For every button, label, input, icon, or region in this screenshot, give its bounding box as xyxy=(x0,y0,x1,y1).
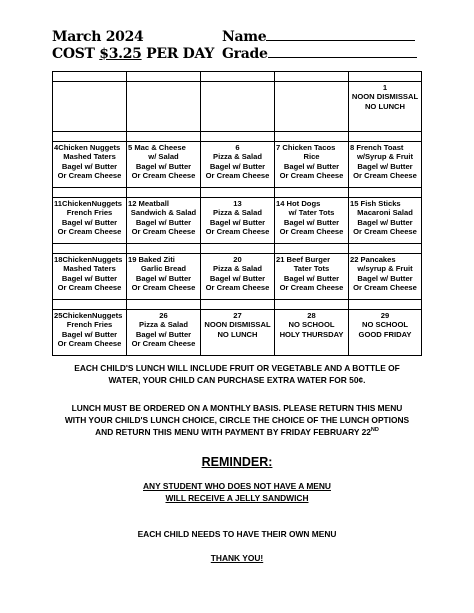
menu-line: Macaroni Salad xyxy=(357,208,413,218)
spacer-cell xyxy=(349,300,422,310)
menu-line: Bagel w/ Butter xyxy=(135,217,192,227)
spacer-cell xyxy=(53,300,127,310)
lunch-info xyxy=(40,362,434,386)
menu-line: Bagel w/ Butter xyxy=(209,217,266,227)
menu-line: Or Cream Cheese xyxy=(279,283,344,293)
day-heading: 27 xyxy=(233,311,242,320)
order-info-line1: LUNCH MUST BE ORDERED ON A MONTHLY BASIS. PLEASE RETURN THIS MENU xyxy=(71,403,403,413)
spacer-cell xyxy=(53,72,127,82)
lunch-info-line1: EACH CHILD'S LUNCH WILL INCLUDE FRUIT OR VEGETABLE AND A BOTTLE OF xyxy=(74,363,400,373)
cost-suffix: PER DAY xyxy=(141,46,215,62)
order-deadline-suffix: ND xyxy=(370,427,379,434)
day-cell[interactable] xyxy=(275,142,349,188)
spacer-cell xyxy=(275,132,349,142)
reminder-heading: REMINDER: xyxy=(201,455,273,469)
day-cell[interactable] xyxy=(127,310,201,356)
week-row xyxy=(53,310,422,356)
spacer-cell xyxy=(349,244,422,254)
spacer-cell xyxy=(127,188,201,198)
menu-line: Pizza & Salad xyxy=(139,320,188,330)
thank-you-text: THANK YOU! xyxy=(210,553,264,563)
menu-line: Or Cream Cheese xyxy=(131,283,196,293)
jelly-notice xyxy=(40,480,434,504)
spacer-row xyxy=(53,132,422,142)
day-heading: 12 Meatball xyxy=(128,199,169,208)
day-cell[interactable] xyxy=(349,198,422,244)
day-heading: 28 xyxy=(307,311,316,320)
menu-line: Bagel w/ Butter xyxy=(61,273,118,283)
menu-line: Or Cream Cheese xyxy=(279,227,344,237)
menu-line: Or Cream Cheese xyxy=(131,339,196,349)
spacer-cell xyxy=(349,132,422,142)
cost-line xyxy=(52,46,214,63)
menu-line: Bagel w/ Butter xyxy=(357,217,413,227)
menu-line: Or Cream Cheese xyxy=(205,283,270,293)
day-cell[interactable] xyxy=(127,254,201,300)
spacer-cell xyxy=(127,300,201,310)
menu-line: Bagel w/ Butter xyxy=(283,161,340,171)
day-cell[interactable] xyxy=(349,254,422,300)
menu-line: Or Cream Cheese xyxy=(57,283,122,293)
menu-line: Tater Tots xyxy=(293,264,330,274)
week-row xyxy=(53,198,422,244)
day-cell[interactable] xyxy=(201,254,275,300)
day-heading: 22 Pancakes xyxy=(350,255,396,264)
reminder-block xyxy=(40,455,434,470)
spacer-cell xyxy=(349,188,422,198)
day-cell[interactable] xyxy=(53,310,127,356)
day-cell[interactable] xyxy=(349,142,422,188)
cost-prefix: COST xyxy=(52,46,100,62)
menu-line: Or Cream Cheese xyxy=(205,171,270,181)
spacer-cell xyxy=(201,300,275,310)
spacer-row xyxy=(53,244,422,254)
menu-line: Pizza & Salad xyxy=(213,152,262,162)
day-cell[interactable] xyxy=(349,82,422,132)
day-cell[interactable] xyxy=(127,82,201,132)
spacer-cell xyxy=(201,72,275,82)
day-cell[interactable] xyxy=(275,310,349,356)
thanks-block xyxy=(40,552,434,564)
day-cell[interactable] xyxy=(201,82,275,132)
menu-line: NO SCHOOL xyxy=(288,320,335,330)
day-cell[interactable] xyxy=(53,82,127,132)
day-heading: 25ChickenNuggets xyxy=(54,311,123,320)
spacer-cell xyxy=(275,244,349,254)
spacer-cell xyxy=(53,132,127,142)
spacer-cell xyxy=(201,188,275,198)
day-cell[interactable] xyxy=(127,142,201,188)
grade-field[interactable] xyxy=(222,46,417,63)
menu-line: w/Syrup & Fruit xyxy=(356,152,414,162)
own-menu-notice xyxy=(40,528,434,540)
order-deadline: AND RETURN THIS MENU WITH PAYMENT BY FRIDAY FEBRUARY 22 xyxy=(95,427,371,437)
menu-line: French Fries xyxy=(66,208,113,218)
spacer-cell xyxy=(201,244,275,254)
calendar-body xyxy=(53,72,422,356)
menu-line: NOON DISMISSAL xyxy=(351,92,419,102)
day-cell[interactable] xyxy=(53,254,127,300)
menu-line: Bagel w/ Butter xyxy=(209,161,266,171)
menu-line: Or Cream Cheese xyxy=(353,283,417,293)
day-heading: 5 Mac & Cheese xyxy=(128,143,186,152)
week-row xyxy=(53,82,422,132)
spacer-row xyxy=(53,72,422,82)
menu-line: Or Cream Cheese xyxy=(131,171,196,181)
spacer-cell xyxy=(127,244,201,254)
own-menu-text: EACH CHILD NEEDS TO HAVE THEIR OWN MENU xyxy=(137,529,337,539)
grade-line[interactable] xyxy=(268,46,417,58)
day-cell[interactable] xyxy=(53,142,127,188)
day-heading: 14 Hot Dogs xyxy=(276,199,321,208)
day-heading: 15 Fish Sticks xyxy=(350,199,401,208)
menu-line: Garlic Bread xyxy=(140,264,187,274)
menu-line: Bagel w/ Butter xyxy=(135,329,192,339)
day-heading: 1 xyxy=(382,83,388,92)
menu-line: French Fries xyxy=(66,320,113,330)
spacer-row xyxy=(53,300,422,310)
menu-line: w/ Salad xyxy=(148,152,179,162)
spacer-row xyxy=(53,188,422,198)
menu-line: Bagel w/ Butter xyxy=(209,273,266,283)
name-label: Name xyxy=(222,29,267,45)
day-cell[interactable] xyxy=(349,310,422,356)
spacer-cell xyxy=(127,72,201,82)
menu-line: NO LUNCH xyxy=(217,329,258,339)
day-heading: 20 xyxy=(233,255,242,264)
spacer-cell xyxy=(349,72,422,82)
menu-line: NO LUNCH xyxy=(364,101,406,111)
day-heading: 18ChickenNuggets xyxy=(54,255,123,264)
day-cell[interactable] xyxy=(201,198,275,244)
day-heading: 19 Baked Ziti xyxy=(128,255,175,264)
menu-line: Or Cream Cheese xyxy=(353,171,417,181)
day-heading: 4Chicken Nuggets xyxy=(54,143,121,152)
menu-line: Pizza & Salad xyxy=(213,264,262,274)
menu-line: HOLY THURSDAY xyxy=(279,329,344,339)
menu-line: Or Cream Cheese xyxy=(57,171,122,181)
order-info-line2: WITH YOUR CHILD'S LUNCH CHOICE, CIRCLE THE CHOICE OF THE LUNCH OPTIONS xyxy=(64,415,410,425)
menu-line: Sandwich & Salad xyxy=(130,208,197,218)
lunch-calendar xyxy=(52,71,422,356)
jelly-notice-line1: ANY STUDENT WHO DOES NOT HAVE A MENU xyxy=(143,481,331,491)
menu-line: Bagel w/ Butter xyxy=(283,217,340,227)
spacer-cell xyxy=(201,132,275,142)
menu-line: Bagel w/ Butter xyxy=(357,161,413,171)
menu-line: Bagel w/ Butter xyxy=(135,161,192,171)
menu-line: Bagel w/ Butter xyxy=(357,273,413,283)
spacer-cell xyxy=(275,72,349,82)
day-cell[interactable] xyxy=(275,254,349,300)
day-cell[interactable] xyxy=(53,198,127,244)
week-row xyxy=(53,254,422,300)
day-heading: 13 xyxy=(233,199,242,208)
month-title: March 2024 xyxy=(52,29,144,45)
day-cell[interactable] xyxy=(201,142,275,188)
menu-line: Mashed Taters xyxy=(63,152,116,162)
day-heading: 6 xyxy=(235,143,240,152)
lunch-info-line2: WATER, YOUR CHILD CAN PURCHASE EXTRA WATER FOR 50¢. xyxy=(108,375,366,385)
day-heading: 29 xyxy=(380,311,390,320)
day-heading: 11ChickenNuggets xyxy=(54,199,122,208)
name-line[interactable] xyxy=(266,29,415,41)
menu-line: Or Cream Cheese xyxy=(131,227,196,237)
name-field[interactable] xyxy=(222,29,415,46)
spacer-cell xyxy=(127,132,201,142)
menu-line: Or Cream Cheese xyxy=(57,227,122,237)
jelly-notice-line2: WILL RECEIVE A JELLY SANDWICH xyxy=(165,493,309,503)
menu-line: Bagel w/ Butter xyxy=(61,161,118,171)
order-info-line3 xyxy=(40,426,434,438)
menu-line: GOOD FRIDAY xyxy=(358,329,412,339)
grade-label: Grade xyxy=(222,46,268,62)
spacer-cell xyxy=(53,188,127,198)
menu-line: w/syrup & Fruit xyxy=(357,264,413,274)
day-heading: 8 French Toast xyxy=(350,143,404,152)
day-cell[interactable] xyxy=(275,198,349,244)
menu-line: Mashed Taters xyxy=(63,264,116,274)
spacer-cell xyxy=(275,300,349,310)
menu-line: Or Cream Cheese xyxy=(353,227,417,237)
day-cell[interactable] xyxy=(127,198,201,244)
day-heading: 21 Beef Burger xyxy=(276,255,331,264)
day-cell[interactable] xyxy=(201,310,275,356)
menu-line: Bagel w/ Butter xyxy=(61,329,118,339)
menu-line: Rice xyxy=(303,152,320,162)
order-info xyxy=(40,402,434,438)
menu-line: Bagel w/ Butter xyxy=(135,273,192,283)
spacer-cell xyxy=(275,188,349,198)
spacer-cell xyxy=(53,244,127,254)
day-heading: 26 xyxy=(159,311,168,320)
menu-line: Bagel w/ Butter xyxy=(61,217,118,227)
day-cell[interactable] xyxy=(275,82,349,132)
menu-line: NO SCHOOL xyxy=(362,320,408,330)
menu-line: Or Cream Cheese xyxy=(279,171,344,181)
week-row xyxy=(53,142,422,188)
cost-amount: $3.25 xyxy=(99,46,142,62)
menu-line: NOON DISMISSAL xyxy=(204,320,271,330)
menu-line: w/ Tater Tots xyxy=(288,208,335,218)
day-heading: 7 Chicken Tacos xyxy=(276,143,336,152)
menu-line: Or Cream Cheese xyxy=(57,339,122,349)
menu-line: Or Cream Cheese xyxy=(205,227,270,237)
menu-line: Bagel w/ Butter xyxy=(283,273,340,283)
menu-line: Pizza & Salad xyxy=(213,208,262,218)
